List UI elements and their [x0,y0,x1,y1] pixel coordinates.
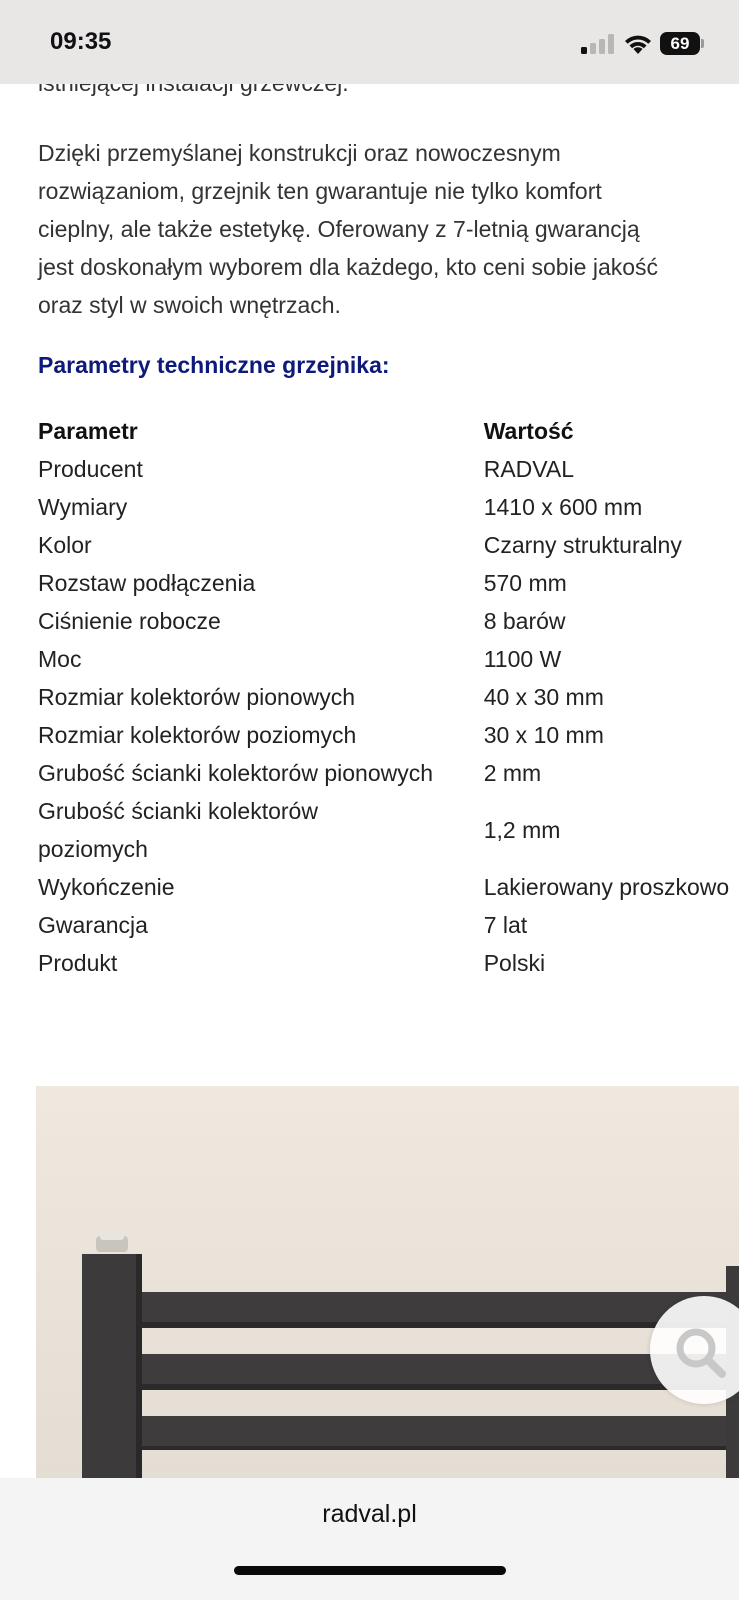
table-row [38,716,739,754]
intro-line: rozwiązaniom, grzejnik ten gwarantuje nie tylko komfort [38,178,602,204]
param-name: Rozstaw podłączenia [38,570,256,596]
intro-line: cieplny, ale także estetykę. Oferowany z 7-letnią gwarancją [38,216,640,242]
parameters-table [38,412,739,982]
table-header-row [38,412,739,450]
param-name: Producent [38,456,143,482]
product-photo[interactable] [36,1086,739,1478]
table-row [38,488,739,526]
table-row [38,450,739,488]
param-value: 40 x 30 mm [483,684,604,710]
param-value: RADVAL [483,456,575,482]
param-name: Wykończenie [38,874,175,900]
table-row [38,792,739,868]
browser-address-bar[interactable] [0,1478,739,1600]
intro-line: oraz styl w swoich wnętrzach. [38,292,341,318]
intro-paragraph [38,134,739,324]
param-name: Gwarancja [38,912,148,938]
wifi-icon [624,33,652,55]
param-value: 30 x 10 mm [483,722,604,748]
section-title: Parametry techniczne grzejnika: [38,352,390,378]
signal-icon [581,34,615,54]
param-value: 2 mm [483,760,542,786]
param-value: 1410 x 600 mm [483,494,643,520]
table-row [38,564,739,602]
home-indicator[interactable] [234,1566,506,1575]
param-value: 8 barów [483,608,566,634]
param-name: Wymiary [38,494,128,520]
status-bar [0,0,739,84]
param-value: 1100 W [483,646,562,672]
param-value: 570 mm [483,570,567,596]
header-value: Wartość [483,418,574,444]
intro-line: Dzięki przemyślanej konstrukcji oraz nowoczesnym [38,140,561,166]
param-name: Grubość ścianki kolektorów poziomych [38,798,318,862]
param-value: Polski [483,950,546,976]
zoom-button[interactable] [650,1296,739,1404]
param-name: Ciśnienie robocze [38,608,221,634]
status-time: 09:35 [50,28,112,55]
radiator-illustration [36,1086,739,1478]
battery-tip [701,39,704,48]
param-name: Kolor [38,532,92,558]
table-row [38,944,739,982]
header-param: Parametr [38,418,138,444]
param-value: Czarny strukturalny [483,532,682,558]
url-text[interactable]: radval.pl [322,1500,417,1528]
table-row [38,602,739,640]
table-row [38,678,739,716]
param-value: 7 lat [483,912,528,938]
param-value: Lakierowany proszkowo [483,874,730,900]
param-name: Rozmiar kolektorów pionowych [38,684,356,710]
table-row [38,640,739,678]
table-row [38,906,739,944]
table-row [38,868,739,906]
param-name: Grubość ścianki kolektorów pionowych [38,760,434,786]
table-row [38,526,739,564]
param-name: Produkt [38,950,118,976]
param-name: Rozmiar kolektorów poziomych [38,722,357,748]
intro-line: jest doskonałym wyborem dla każdego, kto ceni sobie jakość [38,254,659,280]
table-row [38,754,739,792]
param-name: Moc [38,646,82,672]
magnifier-icon [650,1296,739,1404]
battery-indicator: 69 [660,32,700,55]
param-value: 1,2 mm [483,817,561,843]
